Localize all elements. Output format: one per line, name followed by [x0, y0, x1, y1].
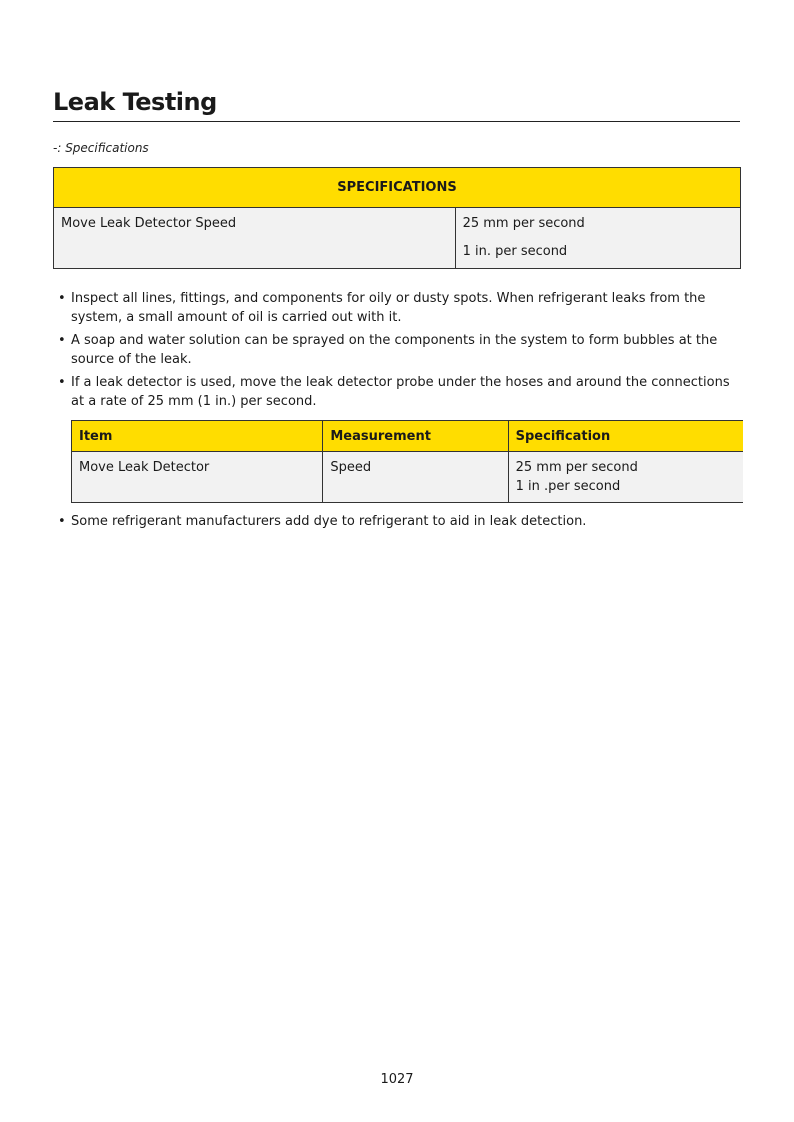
item-cell: Move Leak Detector	[72, 452, 323, 503]
bullet-icon: •	[58, 291, 66, 306]
page-title: Leak Testing	[53, 86, 740, 122]
specifications-header: SPECIFICATIONS	[54, 168, 741, 208]
spec-value-metric: 25 mm per second	[462, 216, 585, 231]
list-item	[53, 331, 743, 369]
section-subtitle: -: Specifications	[53, 141, 149, 155]
specifications-table	[53, 167, 741, 269]
page-number: 1027	[380, 1072, 414, 1087]
specification-cell	[508, 452, 743, 503]
instruction-list	[53, 289, 743, 415]
list-item-text: Inspect all lines, fittings, and components for oily or dusty spots. When refrigerant leaks from the system, a small amount of oil is carried out with it.	[71, 291, 706, 325]
list-item	[53, 373, 743, 411]
measurement-cell: Speed	[323, 452, 508, 503]
column-header-measurement: Measurement	[323, 421, 508, 452]
bullet-icon: •	[58, 333, 66, 348]
list-item	[53, 289, 743, 327]
bullet-icon: •	[58, 514, 66, 529]
table-header-row	[72, 421, 744, 452]
note-list	[53, 512, 743, 531]
table-header-row	[54, 168, 741, 208]
column-header-item: Item	[72, 421, 323, 452]
column-header-specification: Specification	[508, 421, 743, 452]
specification-imperial: 1 in .per second	[515, 479, 621, 494]
bullet-icon: •	[58, 375, 66, 390]
spec-value-cell	[455, 208, 740, 269]
list-item-text: A soap and water solution can be sprayed on the components in the system to form bubbles at the source of the leak.	[71, 333, 718, 367]
list-item-text: Some refrigerant manufacturers add dye to refrigerant to aid in leak detection.	[71, 514, 587, 529]
spec-value-imperial: 1 in. per second	[462, 244, 568, 259]
table-row	[54, 208, 741, 269]
list-item	[53, 512, 743, 531]
spec-label-cell: Move Leak Detector Speed	[54, 208, 456, 269]
measurement-table	[71, 420, 743, 503]
table-row	[72, 452, 744, 503]
list-item-text: If a leak detector is used, move the leak detector probe under the hoses and around the connections at a rate of 25 mm (1 in.) per second.	[71, 375, 730, 409]
specification-metric: 25 mm per second	[515, 460, 638, 475]
